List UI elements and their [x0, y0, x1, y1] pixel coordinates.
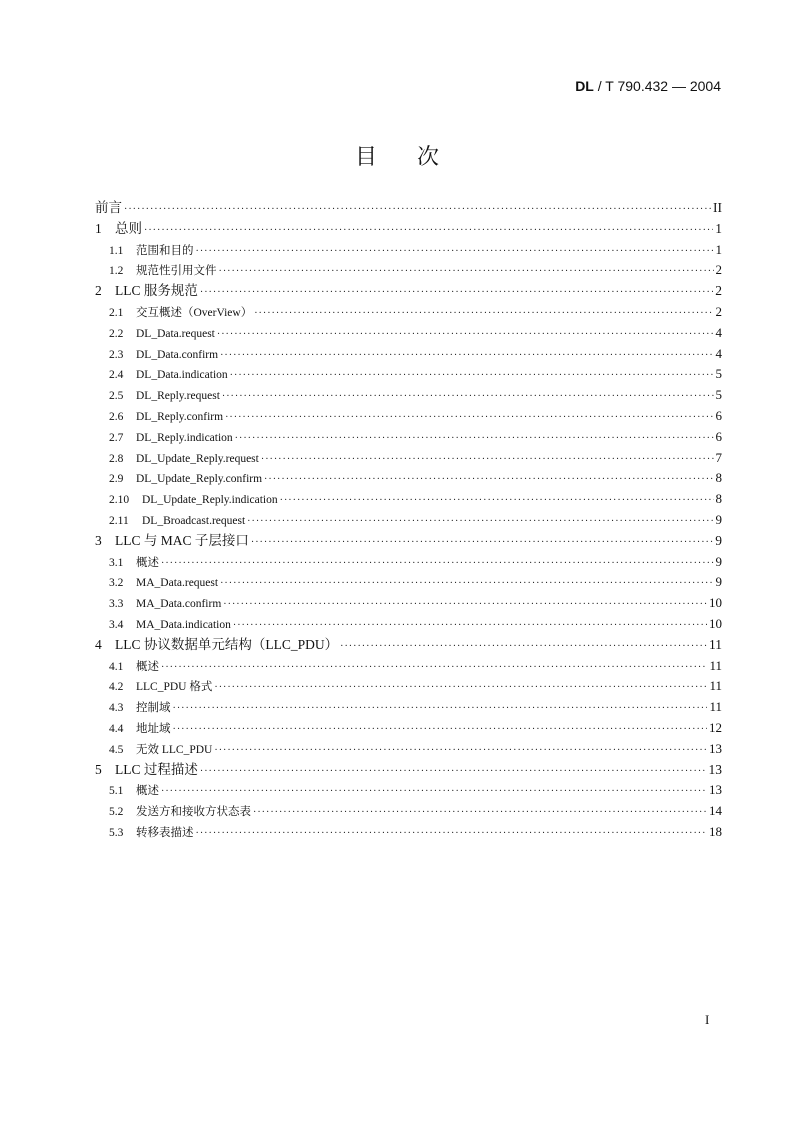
toc-dot-leader: [251, 533, 713, 554]
toc-entry-page: 9: [715, 511, 722, 527]
toc-entry-label: MA_Data.indication: [136, 618, 231, 631]
toc-entry[interactable]: [95, 739, 722, 760]
toc-entry[interactable]: [95, 219, 722, 240]
toc-entry[interactable]: [95, 489, 722, 510]
toc-dot-leader: [280, 491, 714, 512]
standard-number: 790.432 — 2004: [617, 78, 721, 94]
toc-entry-number: 1: [95, 220, 102, 236]
toc-dot-leader: [173, 699, 708, 720]
table-of-contents: [95, 198, 722, 843]
toc-entry-label: 范围和目的: [136, 244, 194, 257]
toc-entry[interactable]: [95, 780, 722, 801]
toc-entry-label: 转移表描述: [136, 826, 194, 839]
toc-entry[interactable]: [95, 198, 722, 219]
toc-entry-number: 3: [95, 532, 102, 548]
toc-dot-leader: [196, 242, 714, 263]
toc-entry-number: 2.4: [109, 369, 124, 382]
toc-entry-page: 13: [709, 740, 722, 756]
toc-entry[interactable]: [95, 427, 722, 448]
toc-dot-leader: [254, 304, 713, 325]
toc-entry-number: 3.1: [109, 556, 124, 569]
toc-entry[interactable]: [95, 822, 722, 843]
toc-entry-number: 5.2: [109, 806, 124, 819]
toc-dot-leader: [200, 762, 707, 783]
toc-entry-page: 13: [708, 761, 722, 777]
toc-dot-leader: [161, 554, 714, 575]
toc-entry-page: 14: [709, 803, 722, 819]
toc-entry-label: LLC 服务规范: [115, 283, 198, 299]
toc-dot-leader: [247, 512, 713, 533]
toc-dot-leader: [220, 346, 713, 367]
toc-entry-page: 7: [715, 449, 722, 465]
toc-entry-number: 2.6: [109, 410, 124, 423]
toc-entry-label: DL_Data.request: [136, 327, 215, 340]
toc-entry-number: 4.5: [109, 743, 124, 756]
toc-entry-label: DL_Data.indication: [136, 369, 228, 382]
toc-dot-leader: [217, 325, 714, 346]
toc-entry[interactable]: [95, 448, 722, 469]
toc-entry-page: 1: [715, 241, 722, 257]
toc-entry-page: 9: [715, 574, 722, 590]
toc-entry[interactable]: [95, 323, 722, 344]
toc-entry-number: 2.2: [109, 327, 124, 340]
toc-entry-number: 2.1: [109, 306, 124, 319]
toc-entry-page: 8: [715, 491, 722, 507]
toc-entry[interactable]: [95, 697, 722, 718]
toc-entry-number: 3.4: [109, 618, 124, 631]
toc-dot-leader: [233, 616, 707, 637]
toc-dot-leader: [225, 408, 713, 429]
toc-entry-page: 5: [715, 387, 722, 403]
toc-entry-page: 18: [709, 823, 722, 839]
standard-slash: / T: [593, 78, 618, 94]
toc-entry-page: 9: [715, 532, 722, 548]
toc-entry-label: DL_Update_Reply.indication: [142, 494, 278, 507]
toc-entry-page: 9: [715, 553, 722, 569]
toc-entry[interactable]: [95, 385, 722, 406]
toc-entry[interactable]: [95, 635, 722, 656]
toc-entry-page: 2: [715, 283, 722, 299]
toc-entry-label: 发送方和接收方状态表: [136, 806, 251, 819]
toc-entry-page: 4: [715, 324, 722, 340]
toc-entry-number: 5.1: [109, 785, 124, 798]
toc-entry[interactable]: [95, 656, 722, 677]
toc-entry[interactable]: [95, 676, 722, 697]
toc-entry[interactable]: [95, 760, 722, 781]
toc-entry-number: 4.4: [109, 722, 124, 735]
toc-entry-page: 11: [709, 657, 722, 673]
toc-entry-number: 1.1: [109, 244, 124, 257]
toc-entry-number: 2.10: [109, 494, 130, 507]
toc-dot-leader: [235, 429, 714, 450]
toc-entry[interactable]: [95, 302, 722, 323]
toc-entry[interactable]: [95, 572, 722, 593]
standard-prefix: DL: [575, 78, 594, 94]
toc-entry-label: MA_Data.confirm: [136, 598, 222, 611]
toc-entry-label: 地址域: [136, 722, 171, 735]
toc-dot-leader: [340, 637, 707, 658]
toc-entry[interactable]: [95, 281, 722, 302]
toc-entry[interactable]: [95, 531, 722, 552]
toc-entry-label: LLC 协议数据单元结构（LLC_PDU）: [115, 636, 339, 652]
toc-entry-page: 6: [715, 407, 722, 423]
toc-entry-label: 总则: [115, 220, 142, 236]
toc-entry[interactable]: [95, 344, 722, 365]
toc-entry-page: 10: [709, 615, 722, 631]
toc-entry-label: DL_Data.confirm: [136, 348, 219, 361]
toc-dot-leader: [222, 387, 714, 408]
toc-dot-leader: [161, 782, 707, 803]
toc-entry[interactable]: [95, 801, 722, 822]
toc-dot-leader: [223, 595, 707, 616]
toc-entry-number: 2.7: [109, 431, 124, 444]
toc-entry-number: 5.3: [109, 826, 124, 839]
toc-entry[interactable]: [95, 718, 722, 739]
toc-entry-number: 4.2: [109, 681, 124, 694]
toc-entry-number: 2.3: [109, 348, 124, 361]
toc-entry-page: 1: [715, 220, 722, 236]
page-title: 目次: [354, 145, 479, 170]
toc-entry-page: 11: [709, 636, 722, 652]
toc-entry-label: DL_Reply.request: [136, 390, 220, 403]
toc-entry-page: 12: [709, 719, 722, 735]
toc-entry[interactable]: [95, 593, 722, 614]
toc-entry-number: 2: [95, 283, 102, 299]
toc-entry[interactable]: [95, 260, 722, 281]
toc-entry-label: 前言: [95, 200, 122, 215]
toc-entry-page: 5: [715, 366, 722, 382]
toc-entry-number: 1.2: [109, 265, 124, 278]
toc-entry-label: DL_Update_Reply.request: [136, 452, 259, 465]
toc-entry-label: 概述: [136, 556, 159, 569]
toc-entry[interactable]: [95, 468, 722, 489]
toc-entry-page: 2: [715, 262, 722, 278]
toc-entry-number: 2.5: [109, 390, 124, 403]
toc-dot-leader: [173, 720, 708, 741]
toc-entry-page: 11: [709, 699, 722, 715]
toc-entry-page: 13: [709, 782, 722, 798]
toc-entry-label: 无效 LLC_PDU: [136, 743, 213, 756]
toc-entry-page: 8: [715, 470, 722, 486]
toc-entry-page: 2: [715, 303, 722, 319]
toc-entry-label: DL_Reply.indication: [136, 431, 233, 444]
toc-dot-leader: [230, 366, 714, 387]
toc-entry-number: 2.9: [109, 473, 124, 486]
toc-entry-page: 10: [709, 595, 722, 611]
toc-dot-leader: [219, 262, 714, 283]
toc-dot-leader: [124, 200, 711, 221]
toc-entry-label: MA_Data.request: [136, 577, 219, 590]
toc-entry-label: 交互概述（OverView）: [136, 306, 253, 319]
toc-entry-label: DL_Update_Reply.confirm: [136, 473, 263, 486]
toc-entry-page: 11: [709, 678, 722, 694]
toc-entry-number: 4: [95, 636, 102, 652]
toc-entry-page: 4: [715, 345, 722, 361]
toc-entry-label: 概述: [136, 785, 159, 798]
toc-entry-number: 2.8: [109, 452, 124, 465]
toc-dot-leader: [161, 658, 707, 679]
toc-entry-number: 5: [95, 761, 102, 777]
toc-entry-label: DL_Reply.confirm: [136, 410, 224, 423]
toc-dot-leader: [214, 678, 707, 699]
toc-dot-leader: [261, 450, 714, 471]
toc-dot-leader: [264, 470, 713, 491]
toc-entry-number: 3.3: [109, 598, 124, 611]
toc-entry-label: DL_Broadcast.request: [142, 514, 246, 527]
toc-entry-number: 2.11: [109, 514, 129, 527]
toc-dot-leader: [196, 824, 708, 845]
toc-entry[interactable]: [95, 510, 722, 531]
toc-entry[interactable]: [95, 614, 722, 635]
toc-dot-leader: [214, 741, 707, 762]
toc-entry-number: 3.2: [109, 577, 124, 590]
toc-dot-leader: [200, 283, 713, 304]
toc-entry-label: LLC 与 MAC 子层接口: [115, 532, 249, 548]
toc-entry[interactable]: [95, 240, 722, 261]
toc-entry-label: LLC 过程描述: [115, 761, 198, 777]
toc-entry-label: 概述: [136, 660, 159, 673]
toc-entry[interactable]: [95, 364, 722, 385]
toc-dot-leader: [144, 221, 713, 242]
toc-entry-number: 4.3: [109, 702, 124, 715]
standard-code: [575, 78, 721, 94]
toc-dot-leader: [253, 803, 707, 824]
page-folio: I: [705, 1012, 710, 1027]
toc-entry-label: LLC_PDU 格式: [136, 681, 213, 694]
toc-entry-number: 4.1: [109, 660, 124, 673]
toc-entry-label: 控制域: [136, 702, 171, 715]
toc-entry[interactable]: [95, 406, 722, 427]
toc-entry-label: 规范性引用文件: [136, 265, 217, 278]
toc-dot-leader: [220, 574, 713, 595]
toc-entry-page: 6: [715, 428, 722, 444]
toc-entry[interactable]: [95, 552, 722, 573]
toc-entry-page: II: [713, 200, 722, 215]
